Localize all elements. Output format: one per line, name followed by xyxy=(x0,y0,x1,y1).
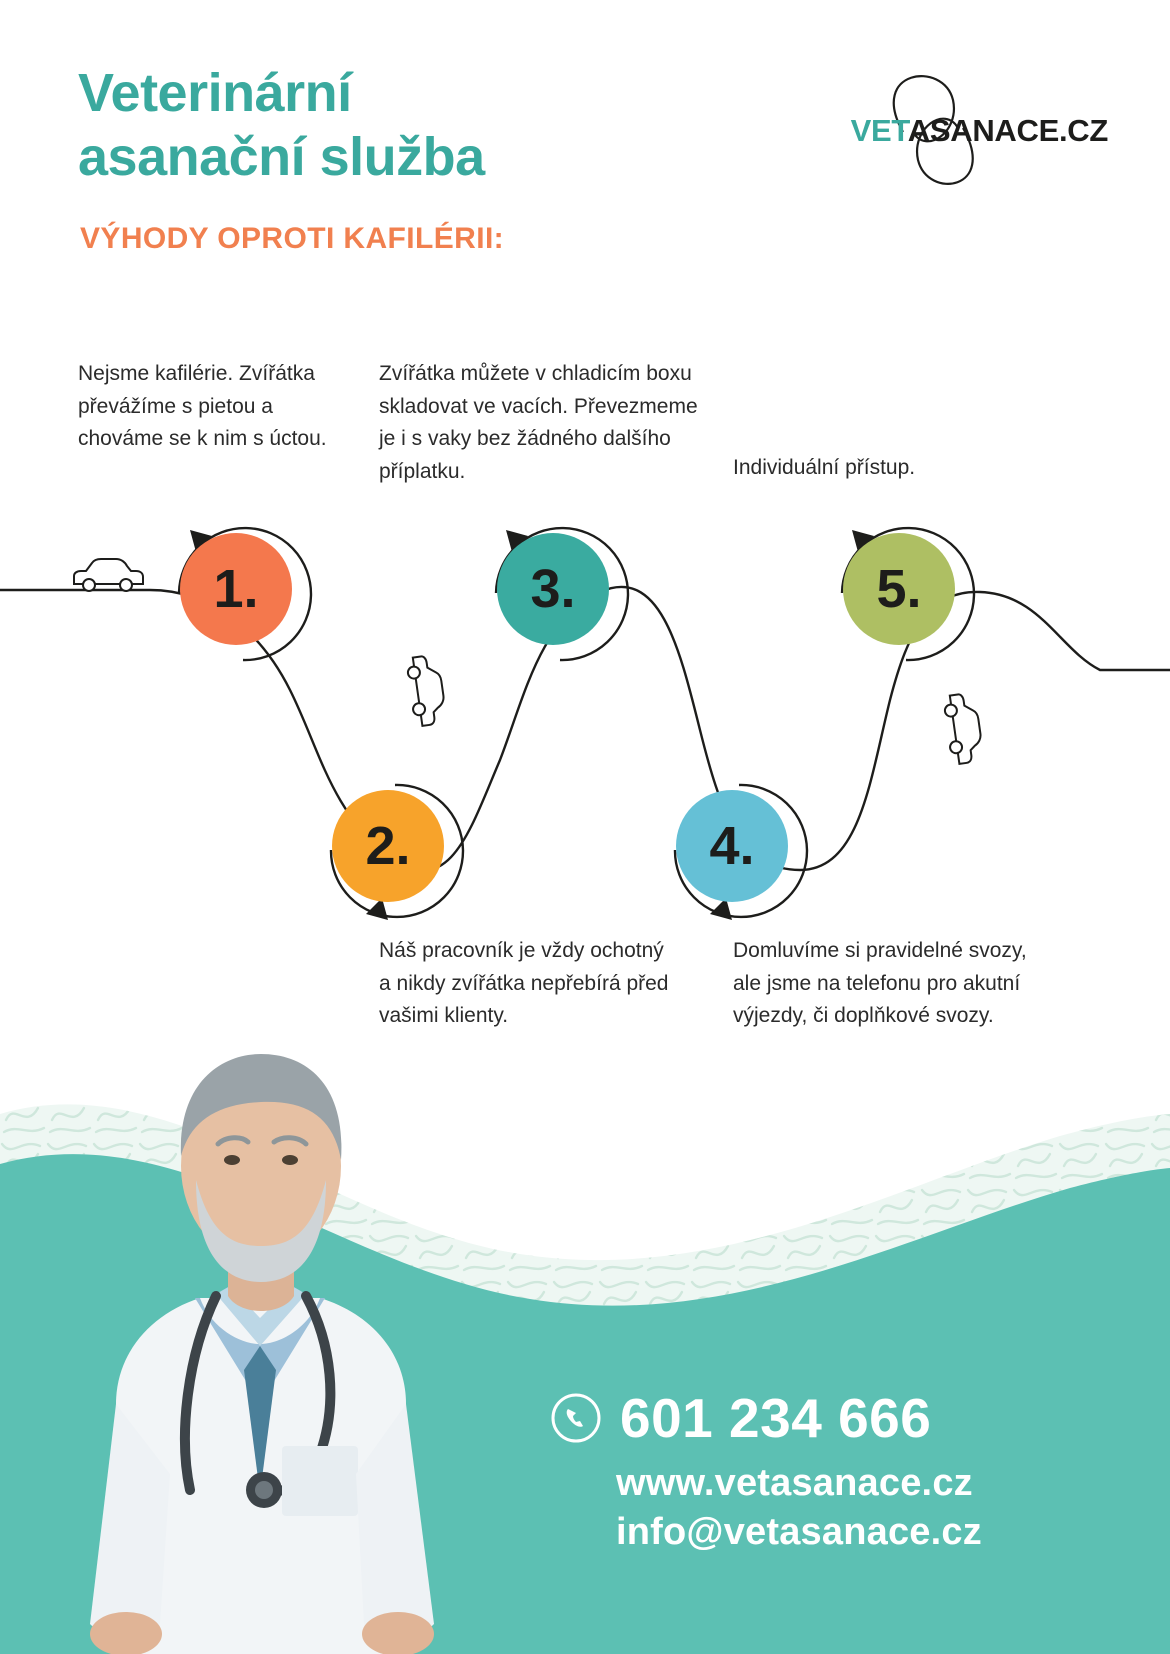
title-line-1: Veterinární xyxy=(78,63,352,123)
car-icon-right xyxy=(943,692,984,765)
email-address[interactable]: info@vetasanace.cz xyxy=(616,1511,982,1553)
step-circle-3: 3. xyxy=(497,533,609,645)
logo-text-vet: VET xyxy=(850,113,908,148)
step-1-text: Nejsme kafilérie. Zvířátka převážíme s pietou a chováme se k nim s úctou. xyxy=(78,362,327,451)
step-3-text: Zvířátka můžete v chladicím boxu skladovat ve vacích. Převezmeme je i s vaky bez žádného dalšího příplatku. xyxy=(379,362,698,483)
step-5-text: Individuální přístup. xyxy=(733,456,916,479)
step-circle-4: 4. xyxy=(676,790,788,902)
phone-row[interactable] xyxy=(550,1386,1110,1450)
car-icon-middle xyxy=(406,654,447,727)
step-circle-1: 1. xyxy=(180,533,292,645)
website-url[interactable]: www.vetasanace.cz xyxy=(616,1462,973,1504)
phone-number[interactable]: 601 234 666 xyxy=(620,1387,932,1449)
page-subtitle: VÝHODY OPROTI KAFILÉRII: xyxy=(80,222,505,255)
logo-text xyxy=(808,113,1108,149)
step-2-text: Náš pracovník je vždy ochotný a nikdy zvířátka nepřebírá před vašimi klienty. xyxy=(379,939,669,1028)
page-title xyxy=(78,62,718,189)
veterinarian-photo xyxy=(20,934,490,1654)
car-icon-left xyxy=(74,559,143,591)
step-circle-5: 5. xyxy=(843,533,955,645)
logo[interactable] xyxy=(808,60,1108,200)
title-line-2: asanační služba xyxy=(78,126,485,187)
contact-block xyxy=(550,1386,1110,1554)
step-4-text: Domluvíme si pravidelné svozy, ale jsme na telefonu pro akutní výjezdy, či doplňkové svozy. xyxy=(733,939,1027,1028)
phone-circle-icon xyxy=(550,1392,602,1444)
step-circle-2: 2. xyxy=(332,790,444,902)
logo-text-asanace: ASANACE.CZ xyxy=(907,113,1108,148)
